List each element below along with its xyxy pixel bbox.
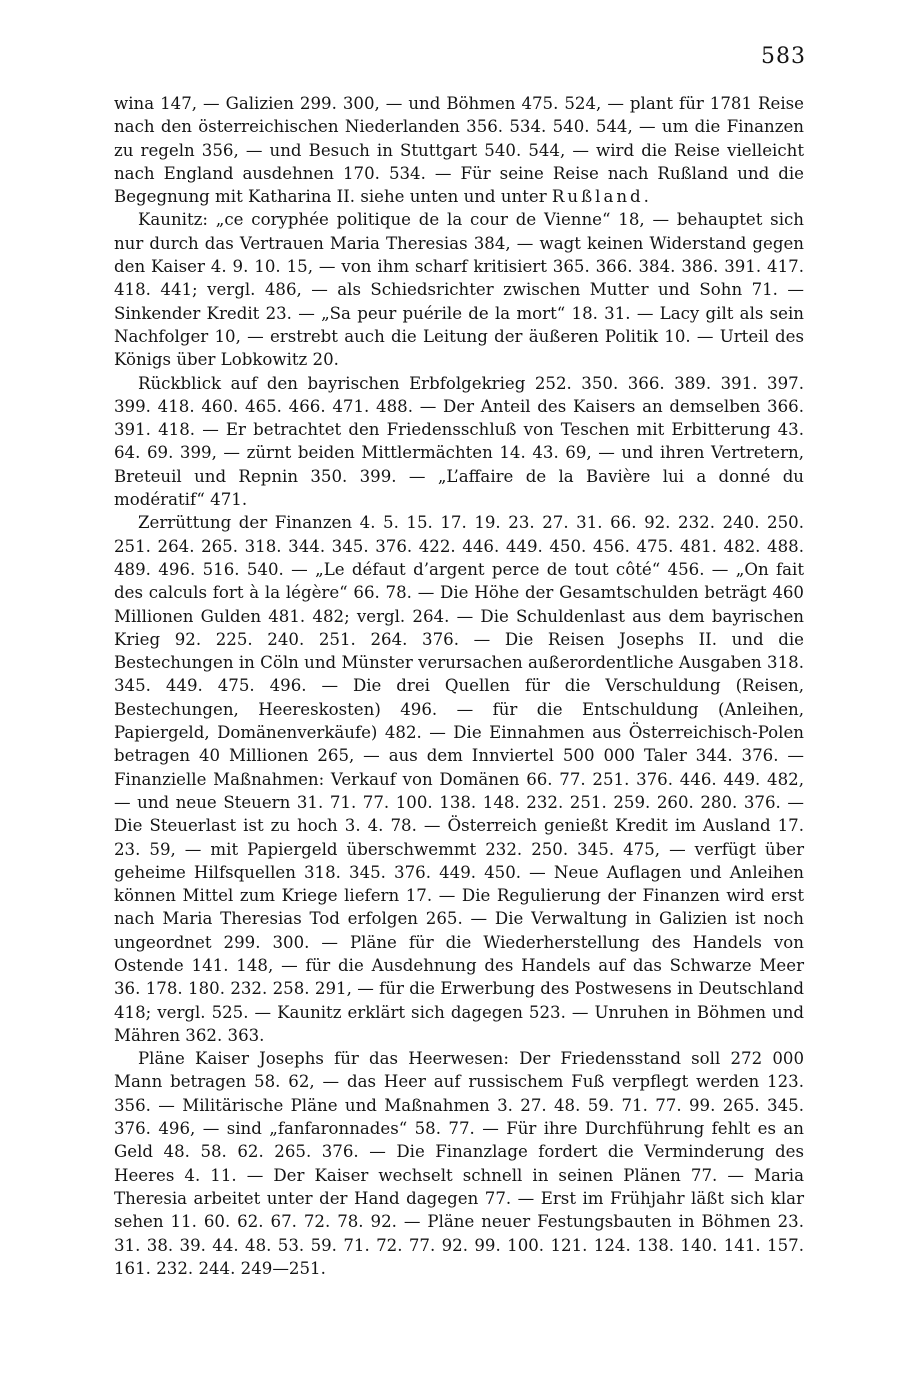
- index-text: [114, 92, 804, 1280]
- page-number: 583: [761, 44, 806, 69]
- paragraph-1-text: wina 147, — Galizien 299. 300, — und Böhmen 475. 524, — plant für 1781 Reise nach den österreichischen Niederlanden 356. 534. 540. 544, — um die Finanzen zu regeln 356, — und Besuch in Stuttgart 540. 544, — wird die Reise vielleicht nach England ausdehnen 170. 534. — Für seine Reise nach Rußland und die Begegnung mit Katharina II. siehe unten und unter: [114, 94, 804, 207]
- index-paragraph-erbfolgekrieg: Rückblick auf den bayrischen Erbfolgekrieg 252. 350. 366. 389. 391. 397. 399. 418. 460. 465. 466. 471. 488. — Der Anteil des Kaisers an demselben 366. 391. 418. — Er betrachtet den Friedensschluß von Teschen mit Erbitterung 43. 64. 69. 399, — zürnt beiden Mittlermächten 14. 43. 69, — und ihren Vertretern, Breteuil und Repnin 350. 399. — „L’affaire de la Bavière lui a donné du modératif“ 471.: [114, 373, 804, 510]
- index-paragraph-kaunitz: Kaunitz: „ce coryphée politique de la cour de Vienne“ 18, — behauptet sich nur durch das Vertrauen Maria Theresias 384, — wagt keinen Widerstand gegen den Kaiser 4. 9. 10. 15, — von ihm scharf kritisiert 365. 366. 384. 386. 391. 417. 418. 441; vergl. 486, — als Schiedsrichter zwischen Mutter und Sohn 71. — Sinkender Kredit 23. — „Sa peur puérile de la mort“ 18. 31. — Lacy gilt als sein Nachfolger 10, — erstrebt auch die Leitung der äußeren Politik 10. — Urteil des Königs über Lobkowitz 20.: [114, 210, 804, 370]
- spaced-reference-russland: Rußland.: [551, 187, 652, 207]
- index-paragraph-finanzen: Zerrüttung der Finanzen 4. 5. 15. 17. 19. 23. 27. 31. 66. 92. 232. 240. 250. 251. 264. 265. 318. 344. 345. 376. 422. 446. 449. 450. 456. 475. 481. 482. 488. 489. 496. 516. 540. — „Le défaut d’argent perce de tout côté“ 456. — „On fait des calculs fort à la légère“ 66. 78. — Die Höhe der Gesamtschulden beträgt 460 Millionen Gulden 481. 482; vergl. 264. — Die Schuldenlast aus dem bayrischen Krieg 92. 225. 240. 251. 264. 376. — Die Reisen Josephs II. und die Bestechungen in Cöln und Münster verursachen außerordentliche Ausgaben 318. 345. 449. 475. 496. — Die drei Quellen für die Verschuldung (Reisen, Bestechungen, Heereskosten) 496. — für die Entschuldung (Anleihen, Papiergeld, Domänenverkäufe) 482. — Die Einnahmen aus Österreichisch-Polen betragen 40 Millionen 265, — aus dem Innviertel 500 000 Taler 344. 376. — Finanzielle Maßnahmen: Verkauf von Domänen 66. 77. 251. 376. 446. 449. 482, — und neue Steuern 31. 71. 77. 100. 138. 148. 232. 251. 259. 260. 280. 376. — Die Steuerlast ist zu hoch 3. 4. 78. — Österreich genießt Kredit im Ausland 17. 23. 59, — mit Papiergeld überschwemmt 232. 250. 345. 475, — verfügt über geheime Hilfsquellen 318. 345. 376. 449. 450. — Neue Auflagen und Anleihen können Mittel zum Kriege liefern 17. — Die Regulierung der Finanzen wird erst nach Maria Theresias Tod erfolgen 265. — Die Verwaltung in Galizien ist noch ungeordnet 299. 300. — Pläne für die Wiederherstellung des Handels von Ostende 141. 148, — für die Ausdehnung des Handels auf das Schwarze Meer 36. 178. 180. 232. 258. 291, — für die Erwerbung des Postwesens in Deutschland 418; vergl. 525. — Kaunitz erklärt sich dagegen 523. — Unruhen in Böhmen und Mähren 362. 363.: [114, 513, 804, 1045]
- index-paragraph-1: [114, 92, 804, 208]
- index-paragraph-heerwesen: Pläne Kaiser Josephs für das Heerwesen: Der Friedensstand soll 272 000 Mann betragen 58. 62, — das Heer auf russischem Fuß verpflegt werden 123. 356. — Militärische Pläne und Maßnahmen 3. 27. 48. 59. 71. 77. 99. 265. 345. 376. 496, — sind „fanfaronnades“ 58. 77. — Für ihre Durchführung fehlt es an Geld 48. 58. 62. 265. 376. — Die Finanzlage fordert die Verminderung des Heeres 4. 11. — Der Kaiser wechselt schnell in seinen Plänen 77. — Maria Theresia arbeitet unter der Hand dagegen 77. — Erst im Frühjahr läßt sich klar sehen 11. 60. 62. 67. 72. 78. 92. — Pläne neuer Festungsbauten in Böhmen 23. 31. 38. 39. 44. 48. 53. 59. 71. 72. 77. 92. 99. 100. 121. 124. 138. 140. 141. 157. 161. 232. 244. 249—251.: [114, 1049, 804, 1278]
